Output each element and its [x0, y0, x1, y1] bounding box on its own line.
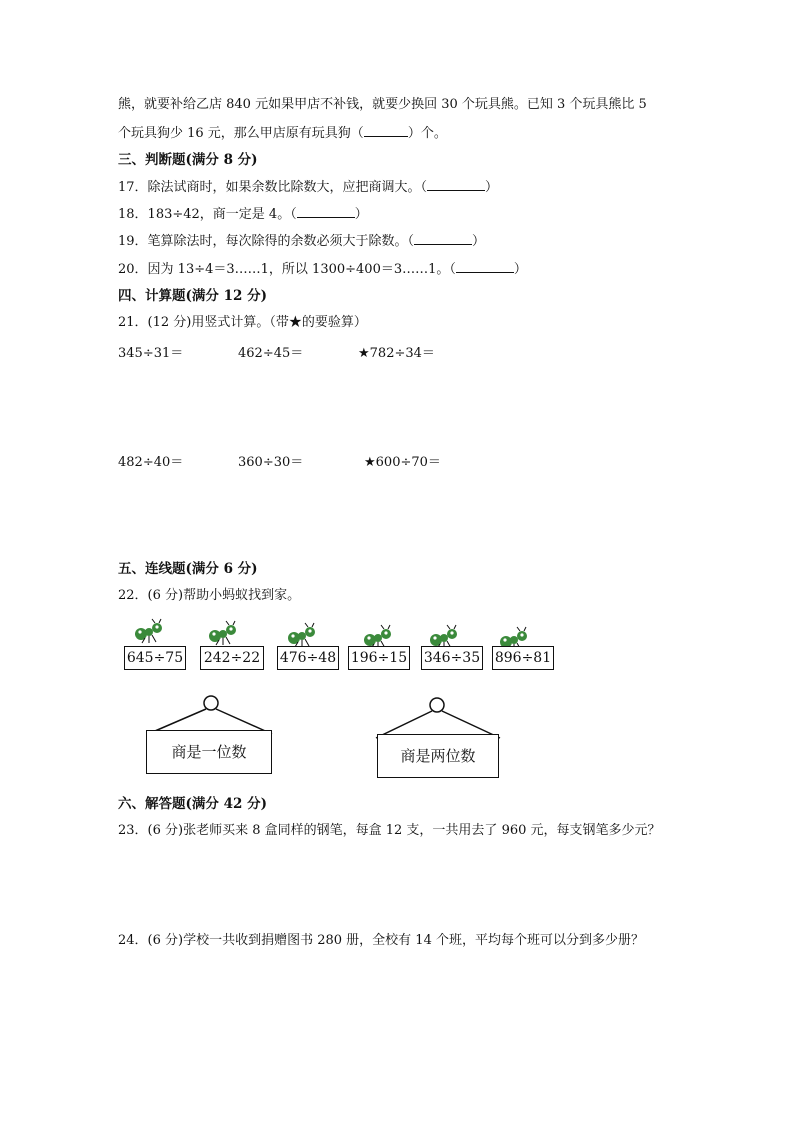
calc-item-5: 360÷30＝ — [238, 455, 304, 470]
section-4-heading: 四、计算题(满分 12 分) — [118, 288, 267, 304]
question-24: 24．(6 分)学校一共收到捐赠图书 280 册，全校有 14 个班，平均每个班可以分到多少册？ — [118, 933, 644, 948]
division-card-1[interactable]: 645÷75 — [124, 646, 186, 670]
question-23: 23．(6 分)张老师买来 8 盒同样的钢笔，每盒 12 支，一共用去了 960 元，每支钢笔多少元？ — [118, 823, 661, 838]
question-17: 17．除法试商时，如果余数比除数大，应把商调大。（ ） — [118, 180, 499, 195]
intro-line-2: 个玩具狗少 16 元，那么甲店原有玩具狗（ ）个。 — [118, 126, 447, 141]
division-card-4[interactable]: 196÷15 — [348, 646, 410, 670]
question-21: 21．(12 分)用竖式计算。（带★的要验算） — [118, 315, 367, 330]
answer-blank-20[interactable] — [456, 260, 514, 273]
section-3-heading: 三、判断题(满分 8 分) — [118, 152, 258, 168]
division-card-6[interactable]: 896÷81 — [492, 646, 554, 670]
ant-icon — [133, 618, 165, 646]
calc-item-1: 345÷31＝ — [118, 346, 184, 361]
question-20: 20．因为 13÷4＝3……1，所以 1300÷400＝3……1。（ ） — [118, 262, 527, 277]
house-one-digit[interactable]: 商是一位数 — [146, 730, 272, 774]
division-card-5[interactable]: 346÷35 — [421, 646, 483, 670]
question-18: 18．183÷42，商一定是 4。（ ） — [118, 207, 368, 222]
ant-icon — [207, 620, 239, 648]
answer-blank-19[interactable] — [414, 232, 472, 245]
section-5-heading: 五、连线题(满分 6 分) — [118, 561, 258, 577]
section-6-heading: 六、解答题(满分 42 分) — [118, 796, 267, 812]
calc-item-6: ★600÷70＝ — [364, 455, 441, 470]
question-22: 22．(6 分)帮助小蚂蚁找到家。 — [118, 588, 301, 603]
division-card-3[interactable]: 476÷48 — [277, 646, 339, 670]
house-two-digit[interactable]: 商是两位数 — [377, 734, 499, 778]
intro-line-1: 熊，就要补给乙店 840 元如果甲店不补钱，就要少换回 30 个玩具熊。已知 3 个玩具熊比 5 — [118, 97, 647, 112]
calc-item-3: ★782÷34＝ — [358, 346, 435, 361]
answer-blank-18[interactable] — [297, 205, 355, 218]
calc-item-4: 482÷40＝ — [118, 455, 184, 470]
division-card-2[interactable]: 242÷22 — [200, 646, 264, 670]
question-19: 19．笔算除法时，每次除得的余数必须大于除数。（ ） — [118, 234, 486, 249]
answer-blank-16[interactable] — [364, 124, 408, 137]
answer-blank-17[interactable] — [427, 178, 485, 191]
calc-item-2: 462÷45＝ — [238, 346, 304, 361]
